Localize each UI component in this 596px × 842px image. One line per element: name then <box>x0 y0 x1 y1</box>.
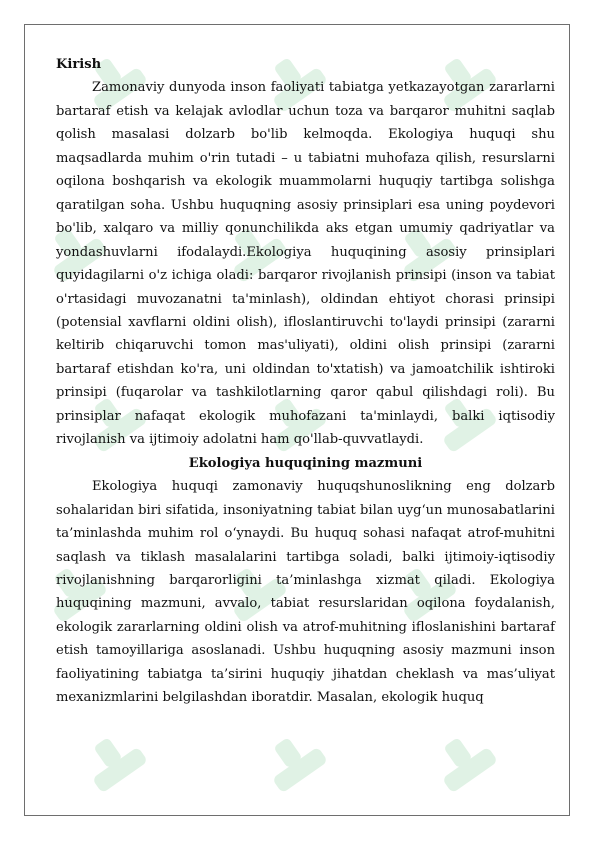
intro-paragraph: Zamonaviy dunyoda inson faoliyati tabiatga yetkazayotgan zararlarni bartaraf etish va kelajak avlodlar uchun toza va barqaror muhitni saqlab qolish masalasi dolzarb bo'lib kelmoqda. Ekologiya huquqi shu maqsadlarda muhim o'rin tutadi – u tabiatni muhofaza qilish, resurslarni oqilona boshqarish va ekologik muammolarni huquqiy tartibga solishga qaratilgan soha. Ushbu huquqning asosiy prinsiplari esa uning poydevori bo'lib, xalqaro va milliy qonunchilikda aks etgan umumiy qadriyatlar va yondashuvlarni ifodalaydi.Ekologiya huquqining asosiy prinsiplari quyidagilarni o'z ichiga oladi: barqaror rivojlanish prinsipi (inson va tabiat o'rtasidagi muvozanatni ta'minlash), oldindan ehtiyot chorasi prinsipi (potensial xavflarni oldini olish), ifloslantiruvchi to'laydi prinsipi (zararni keltirib chiqaruvchi tomon mas'uliyati), oldini olish prinsipi (zararni bartaraf etishdan ko'ra, uni oldindan to'xtatish) va jamoatchilik ishtiroki prinsipi (fuqarolar va tashkilotlarning qaror qabul qilishdagi roli). Bu prinsiplar nafaqat ekologik muhofazani ta'minlaydi, balki iqtisodiy rivojlanish va ijtimoiy adolatni ham qo'llab-quvvatlaydi. <box>56 80 555 448</box>
section-heading: Ekologiya huquqining mazmuni <box>188 455 423 471</box>
section-paragraph: Ekologiya huquqi zamonaviy huquqshunoslikning eng dolzarb sohalaridan biri sifatida, insoniyatning tabiat bilan uyg‘un munosabatlarini ta’minlashda muhim rol o‘ynaydi. Bu huquq sohasi nafaqat atrof-muhitni saqlash va tiklash masalalarini tartibga soladi, balki ijtimoiy-iqtisodiy rivojlanishning barqarorligini ta’minlashga xizmat qiladi. Ekologiya huquqining mazmuni, avvalo, tabiat resurslaridan oqilona foydalanish, ekologik zararlarning oldini olish va atrof-muhitning ifloslanishini bartaraf etish tamoyillariga asoslanadi. Ushbu huquqning asosiy mazmuni inson faoliyatining tabiatga ta’sirini huquqiy jihatdan cheklash va mas’uliyat mexanizmlarini belgilashdan iboratdir. Masalan, ekologik huquq <box>56 479 555 706</box>
intro-heading: Kirish <box>56 57 102 72</box>
document-body <box>56 53 555 710</box>
